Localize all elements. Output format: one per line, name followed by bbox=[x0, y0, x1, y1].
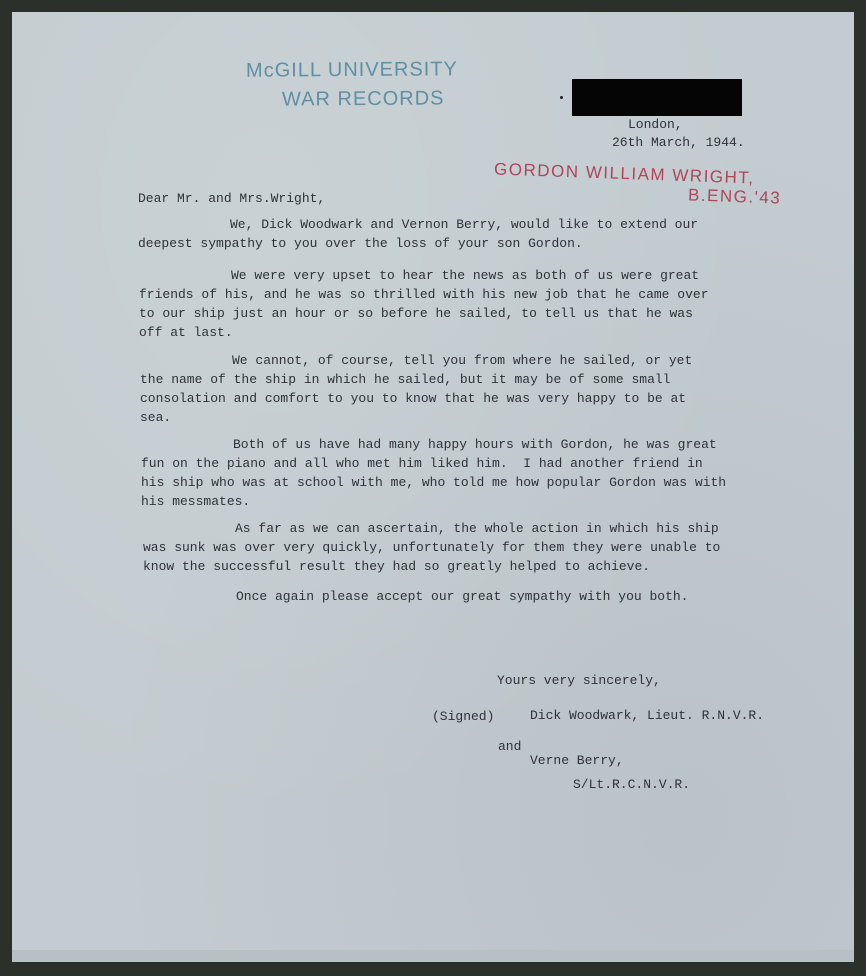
paragraph-line: was sunk was over very quickly, unfortunately for them they were unable to bbox=[143, 540, 721, 555]
signer-woodwark: Dick Woodwark, Lieut. R.N.V.R. bbox=[530, 708, 765, 723]
paragraph-line: his messmates. bbox=[141, 494, 251, 509]
paragraph-line: fun on the piano and all who met him liked him. I had another friend in bbox=[141, 456, 703, 471]
closing: Yours very sincerely, bbox=[497, 673, 661, 688]
paragraph-line: know the successful result they had so greatly helped to achieve. bbox=[143, 559, 651, 574]
paragraph-line: to our ship just an hour or so before he sailed, to tell us that he was bbox=[139, 306, 693, 321]
letter-date: 26th March, 1944. bbox=[612, 135, 745, 150]
letter-place: London, bbox=[628, 117, 683, 132]
paragraph-line: the name of the ship in which he sailed, but it may be of some small bbox=[140, 372, 671, 387]
paragraph-line: consolation and comfort to you to know that he was very happy to be at bbox=[140, 391, 687, 406]
paragraph-line: We, Dick Woodwark and Vernon Berry, would like to extend our bbox=[230, 217, 699, 232]
paragraph-line: sea. bbox=[140, 410, 172, 425]
paragraph-line: We were very upset to hear the news as both of us were great bbox=[231, 268, 700, 283]
paragraph-line: off at last. bbox=[139, 325, 233, 340]
paragraph-line: his ship who was at school with me, who told me how popular Gordon was with bbox=[141, 475, 727, 490]
redaction-block bbox=[572, 79, 742, 116]
page-bottom-edge bbox=[12, 950, 854, 962]
paragraph-line: Once again please accept our great sympathy with you both. bbox=[236, 589, 689, 604]
signed-label: (Signed) bbox=[432, 709, 495, 724]
signer-and: and bbox=[498, 739, 522, 754]
paragraph-line: As far as we can ascertain, the whole action in which his ship bbox=[235, 521, 719, 536]
paragraph-line: friends of his, and he was so thrilled with his new job that he came over bbox=[139, 287, 709, 302]
signer-berry: Verne Berry, bbox=[530, 753, 624, 768]
ink-dot bbox=[560, 96, 563, 99]
paragraph-line: deepest sympathy to you over the loss of your son Gordon. bbox=[138, 236, 583, 251]
paragraph-line: We cannot, of course, tell you from where he sailed, or yet bbox=[232, 353, 693, 368]
signer-berry-rank: S/Lt.R.C.N.V.R. bbox=[573, 777, 691, 792]
stamp-university: McGILL UNIVERSITY bbox=[245, 58, 458, 82]
handwritten-degree: B.ENG.'43 bbox=[687, 185, 782, 208]
handwritten-name: GORDON WILLIAM WRIGHT, bbox=[493, 159, 755, 188]
paragraph-line: Both of us have had many happy hours with Gordon, he was great bbox=[233, 437, 717, 452]
stamp-war-records: WAR RECORDS bbox=[281, 87, 445, 111]
salutation: Dear Mr. and Mrs.Wright, bbox=[138, 191, 326, 206]
